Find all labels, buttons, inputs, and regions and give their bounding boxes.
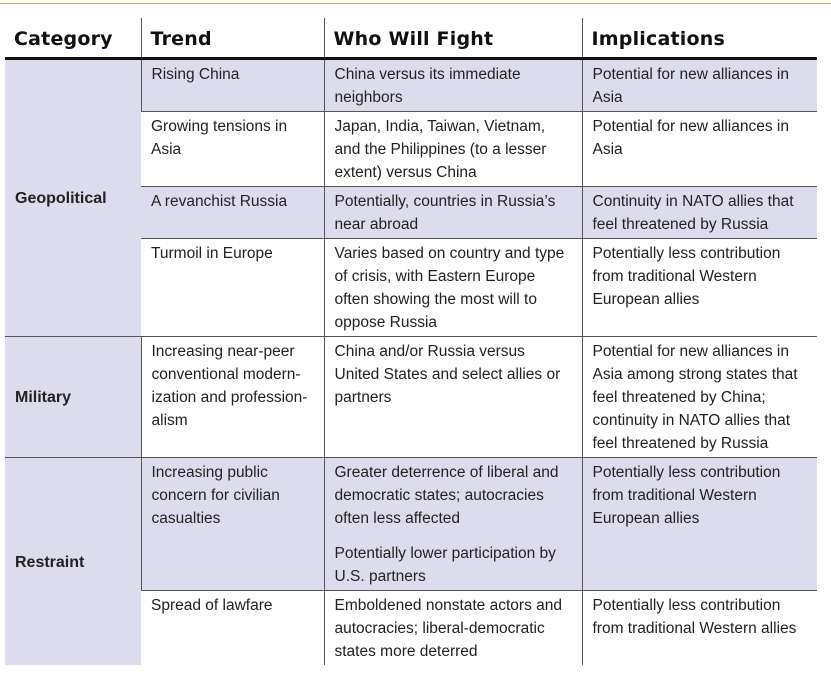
- trend-cell: A revanchist Russia: [141, 187, 324, 239]
- implications-cell: Potentially less contribution from traditional Western European allies: [582, 239, 817, 337]
- implications-cell: Potentially less contribution from traditional Western European allies: [582, 458, 817, 591]
- who-cell: Varies based on country and type of crisis, with Eastern Europe often showing the most will to oppose Russia: [324, 239, 582, 337]
- trend-cell: Increasing public concern for civilian casualties: [141, 458, 324, 591]
- implications-cell: Potential for new alliances in Asia: [582, 59, 817, 112]
- who-cell: Japan, India, Taiwan, Vietnam, and the Philippines (to a lesser extent) versus China: [324, 112, 582, 187]
- header-who-will-fight: Who Will Fight: [324, 18, 582, 59]
- who-cell: Emboldened nonstate actors and autocracies; liberal-democratic states more deterred: [324, 591, 582, 666]
- trend-cell: Rising China: [141, 59, 324, 112]
- category-military: Military: [5, 337, 141, 458]
- top-rule: [0, 3, 831, 4]
- category-geopolitical: Geopolitical: [5, 59, 141, 337]
- implications-cell: Potential for new alliances in Asia among strong states that feel threatened by China; continuity in NATO allies that feel threatened by Russia: [582, 337, 817, 458]
- who-cell: China versus its immediate neighbors: [324, 59, 582, 112]
- implications-cell: Potential for new alliances in Asia: [582, 112, 817, 187]
- category-restraint: Restraint: [5, 458, 141, 666]
- trend-cell: Spread of lawfare: [141, 591, 324, 666]
- header-trend: Trend: [141, 18, 324, 59]
- table-row: [5, 59, 817, 112]
- trend-cell: Increasing near-peer conventional modern-ization and profession-alism: [141, 337, 324, 458]
- implications-cell: Potentially less contribution from traditional Western allies: [582, 591, 817, 666]
- header-row: [5, 18, 817, 59]
- header-implications: Implications: [582, 18, 817, 59]
- who-text: Greater deterrence of liberal and democratic states; autocracies often less affected: [334, 464, 559, 527]
- trend-cell: Growing tensions in Asia: [141, 112, 324, 187]
- table-row: [5, 337, 817, 458]
- who-cell: China and/or Russia versus United States and select allies or partners: [324, 337, 582, 458]
- trend-cell: Turmoil in Europe: [141, 239, 324, 337]
- who-cell: [324, 458, 582, 591]
- header-category: Category: [5, 18, 141, 59]
- who-extra-text: Potentially lower participation by U.S. partners: [334, 545, 556, 585]
- fighting-trends-table: [5, 18, 817, 665]
- table-row: [5, 458, 817, 591]
- who-cell: Potentially, countries in Russia’s near abroad: [324, 187, 582, 239]
- implications-cell: Continuity in NATO allies that feel threatened by Russia: [582, 187, 817, 239]
